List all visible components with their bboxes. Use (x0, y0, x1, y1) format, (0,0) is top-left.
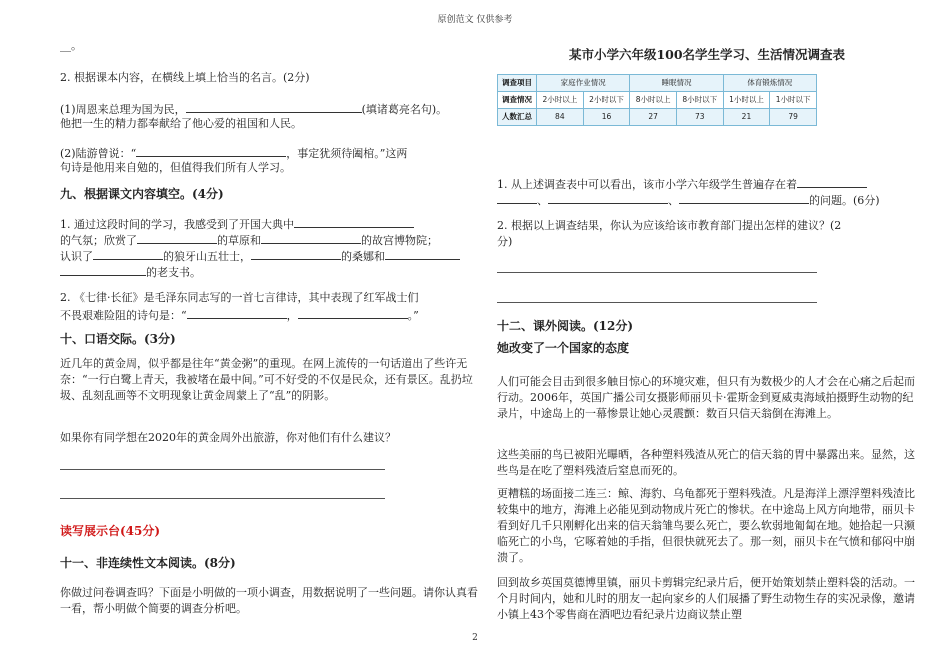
blank-field[interactable] (548, 191, 668, 204)
right-q1-line2 (497, 191, 917, 209)
blank-field[interactable] (60, 263, 146, 276)
q2-1-b: (填诸葛亮名句)。 (361, 103, 448, 116)
table-cell: 2小时以下 (583, 92, 630, 109)
right-q2-b: 分) (497, 235, 513, 248)
reading-writing-title: 读写展示台(45分) (60, 524, 161, 538)
page-header: 原创范文 仅供参考 (437, 15, 513, 25)
s9-q2-b: 不畏艰难险阻的诗句是：“ (60, 309, 187, 322)
table-cell: 1小时以上 (723, 92, 770, 109)
right-q1-b: 、 (537, 194, 548, 207)
table-cell: 人数汇总 (498, 109, 537, 126)
s10-paragraph: 近几年的黄金周，似乎都是往年“黄金粥”的重现。在网上流传的一句话道出了些许无奈：“一行白鹭上青天，我被堵在最中间。”可不好受的不仅是民众，还有景区。乱扔垃圾、乱刻乱画等不文明现象让黄金周蒙上了“乱”的阴影。 (60, 357, 473, 402)
table-cell: 21 (723, 109, 770, 126)
table-cell: 79 (770, 109, 817, 126)
s10-question: 如果你有同学想在2020年的黄金周外出旅游，你对他们有什么建议？ (60, 431, 396, 444)
section-12-title: 十二、课外阅读。(12分) (497, 319, 634, 333)
section-9-title: 九、根据课文内容填空。(4分) (60, 187, 224, 201)
table-row (498, 75, 817, 92)
s9-q1-b: 的气氛；欣赏了 (60, 234, 137, 247)
right-q1-d: 的问题。(6分) (809, 194, 880, 207)
blank-field[interactable] (797, 175, 867, 188)
table-cell: 27 (630, 109, 677, 126)
blank-field[interactable] (187, 306, 287, 319)
table-cell: 84 (537, 109, 584, 126)
s9-q1-line4 (60, 263, 480, 281)
s9-q1-h: 的老支书。 (146, 266, 201, 279)
top-fragment: __。 (60, 39, 82, 52)
table-cell: 8小时以下 (676, 92, 723, 109)
story-title: 她改变了一个国家的态度 (497, 341, 630, 355)
right-q1-a: 1. 从上述调查表中可以看出，该市小学六年级学生普遍存在着 (497, 178, 797, 191)
blank-field[interactable] (137, 231, 217, 244)
table-cell: 16 (583, 109, 630, 126)
survey-table (497, 74, 817, 126)
table-cell: 体育锻炼情况 (723, 75, 816, 92)
q2-2-b: ，事定犹须待阖棺。”这两 (286, 147, 408, 160)
table-cell: 1小时以下 (770, 92, 817, 109)
s9-q2-d: 。” (407, 309, 419, 322)
blank-field[interactable] (497, 191, 537, 204)
answer-line[interactable] (497, 272, 817, 273)
blank-field[interactable] (294, 215, 414, 228)
table-cell: 2小时以上 (537, 92, 584, 109)
table-cell: 调查情况 (498, 92, 537, 109)
section-11-title: 十一、非连续性文本阅读。(8分) (60, 556, 236, 570)
page-number: 2 (472, 633, 478, 643)
s9-q1-c: 的草原和 (217, 234, 261, 247)
blank-field[interactable] (385, 247, 460, 260)
answer-line[interactable] (497, 302, 817, 303)
table-row (498, 92, 817, 109)
q2-intro: 2. 根据课本内容，在横线上填上恰当的名言。(2分) (60, 71, 310, 84)
table-cell: 73 (676, 109, 723, 126)
s9-q1-g: 的桑娜和 (341, 250, 385, 263)
s9-q1-d: 的故宫博物院； (361, 234, 438, 247)
right-q1-c: 、 (668, 194, 679, 207)
table-title: 某市小学六年级100名学生学习、生活情况调查表 (568, 47, 846, 62)
story-paragraph-1: 人们可能会目击到很多触目惊心的环境灾难，但只有为数极少的人才会在心痛之后起而行动。2006年，英国广播公司女摄影师丽贝卡·霍斯金到夏威夷海域拍摄野生动物的纪录片，中途岛上的一幕惨景让她心灵震颤：数百只信天翁倒在海滩上。 (497, 375, 915, 420)
section-10-title: 十、口语交际。(3分) (60, 332, 176, 346)
s9-q2-c: ， (286, 309, 298, 322)
blank-field[interactable] (679, 191, 809, 204)
table-cell: 睡眠情况 (630, 75, 723, 92)
table-cell: 调查项目 (498, 75, 537, 92)
s9-q1-a: 1. 通过这段时间的学习，我感受到了开国大典中 (60, 218, 294, 231)
q2-2-c: 句诗是他用来自勉的，但值得我们所有人学习。 (60, 161, 291, 174)
answer-line[interactable] (60, 498, 385, 499)
story-paragraph-4: 回到故乡英国莫德博里镇，丽贝卡剪辑完纪录片后，便开始策划禁止塑料袋的活动。一个月时间内，她和儿时的朋友一起向家乡的人们展播了野生动物生存的实况录像，邀请小镇上43个零售商在酒吧边看纪录片边商议禁止塑 (497, 576, 915, 621)
story-paragraph-2: 这些美丽的鸟已被阳光曝晒，各种塑料残渣从死亡的信天翁的胃中暴露出来。显然，这些鸟是在吃了塑料残渣后窒息而死的。 (497, 448, 915, 477)
blank-field[interactable] (298, 306, 408, 319)
right-q2-a: 2. 根据以上调查结果，你认为应该给该市教育部门提出怎样的建议？(2 (497, 219, 842, 232)
q2-1-a: (1)周恩来总理为国为民， (60, 103, 186, 116)
blank-field[interactable] (93, 247, 163, 260)
table-row (498, 109, 817, 126)
blank-field[interactable] (186, 100, 362, 113)
blank-field[interactable] (136, 144, 286, 157)
table-cell: 家庭作业情况 (537, 75, 630, 92)
story-paragraph-3: 更糟糕的场面接二连三：鲸、海豹、乌龟都死于塑料残渣。凡是海洋上漂浮塑料残渣比较集中的地方，海滩上必能见到动物成片死亡的惨状。在中途岛上风方向地带，丽贝卡看到好几千只刚孵化出来的信天翁雏鸟要么死亡，要么软弱地匍匐在地。她拾起一只濒临死亡的小鸟，它啄着她的手指，但很快就死去了。那一刻，丽贝卡在气愤和郁闷中崩溃了。 (497, 487, 915, 564)
s9-q1-f: 的狼牙山五壮士， (163, 250, 251, 263)
blank-field[interactable] (251, 247, 341, 260)
blank-field[interactable] (261, 231, 361, 244)
table-cell: 8小时以上 (630, 92, 677, 109)
s9-q1-e: 认识了 (60, 250, 93, 263)
answer-line[interactable] (60, 469, 385, 470)
s9-q2-a: 2. 《七律·长征》是毛泽东同志写的一首七言律诗，其中表现了红军战士们 (60, 291, 419, 304)
s11-paragraph: 你做过问卷调查吗？下面是小明做的一项小调查，用数据说明了一些问题。请你认真看一看，帮小明做个简要的调查分析吧。 (60, 586, 478, 615)
s9-q2-line2 (60, 306, 480, 324)
q2-2-a: (2)陆游曾说：“ (60, 147, 137, 160)
q2-1-c: 他把一生的精力都奉献给了他心爱的祖国和人民。 (60, 117, 302, 130)
